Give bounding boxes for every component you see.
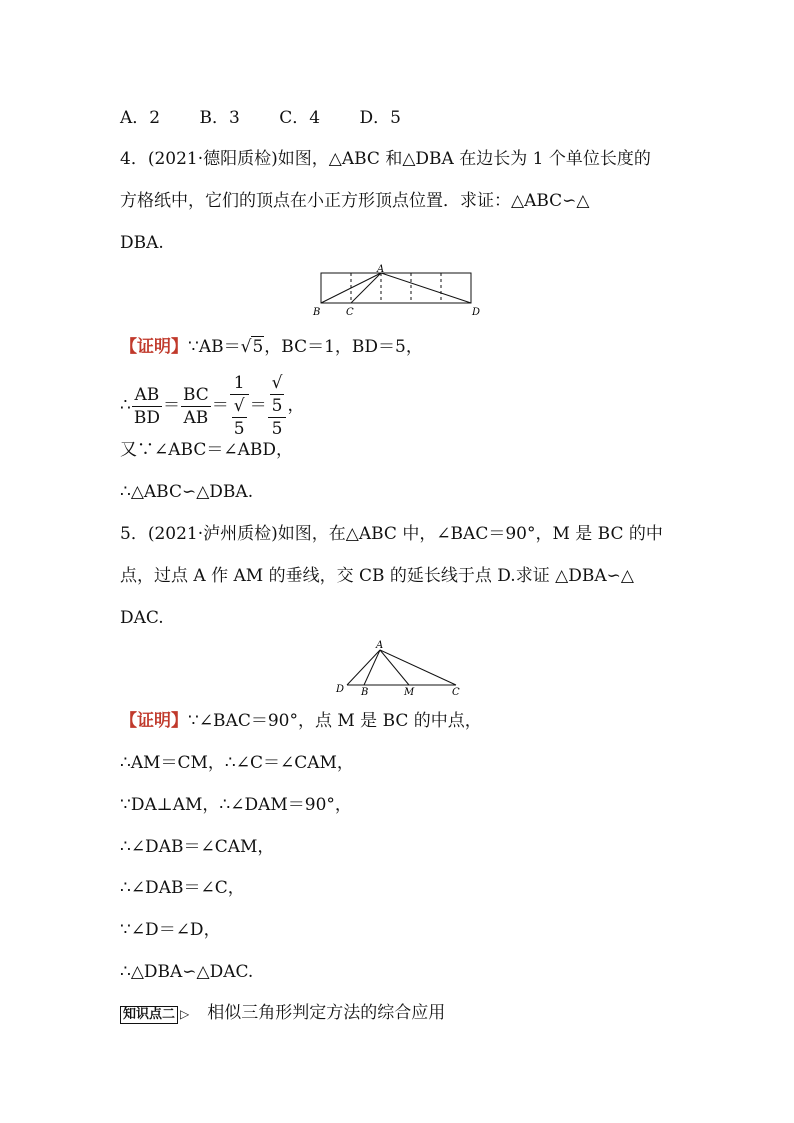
fraction <box>132 384 162 429</box>
denominator: BD <box>133 407 160 428</box>
sqrt-radicand: 5 <box>233 419 245 439</box>
numerator: √ 5 <box>268 372 287 418</box>
label-d: D <box>336 684 345 695</box>
sqrt-expr: √5 <box>240 337 264 357</box>
segment-ab <box>364 650 380 685</box>
q4-proof-line1 <box>120 335 423 359</box>
numerator: AB <box>132 384 162 407</box>
q5-proof-line1 <box>120 709 482 733</box>
q5-text-line3: DAC. <box>120 608 164 628</box>
q5-proof-line5: ∴∠DAB＝∠C， <box>120 878 245 898</box>
proof-tag: 【证明】 <box>120 711 188 731</box>
equals: ＝ <box>162 395 180 416</box>
q4-proof-line4: ∴△ABC∽△DBA. <box>120 482 254 502</box>
label-b: B <box>361 687 369 698</box>
label-a: A <box>377 264 385 275</box>
option-a: A．2 <box>120 108 161 128</box>
segment-ad <box>347 650 380 685</box>
sqrt-radicand: 5 <box>271 396 283 416</box>
option-d: D．5 <box>359 108 401 128</box>
q5-proof-line3: ∵DA⊥AM，∴∠DAM＝90°， <box>120 795 352 815</box>
denominator: √ 5 <box>233 396 245 439</box>
label-m: M <box>404 687 415 698</box>
option-c: C．4 <box>279 108 321 128</box>
denominator: AB <box>183 407 209 428</box>
numerator: BC <box>182 384 209 405</box>
segment-am <box>380 650 409 685</box>
section-heading <box>120 1001 445 1026</box>
segment-ac <box>380 650 456 685</box>
q4-text-line2: 方格纸中，它们的顶点在小正方形顶点位置．求证：△ABC∽△ <box>120 191 590 211</box>
q5-text-line1: 5．(2021·泸州质检)如图，在△ABC 中，∠BAC＝90°，M 是 BC 的中 <box>120 524 663 544</box>
proof-text: ∵AB＝ <box>188 337 241 357</box>
fraction <box>268 372 287 440</box>
q5-proof-line4: ∴∠DAB＝∠CAM， <box>120 837 275 857</box>
numerator: 1 <box>230 372 249 395</box>
label-c: C <box>346 307 354 318</box>
q5-text-line2: 点，过点 A 作 AM 的垂线，交 CB 的延长线于点 D.求证 △DBA∽△ <box>120 566 634 586</box>
label-b: B <box>313 307 321 318</box>
q3-options <box>120 106 435 130</box>
option-b: B．3 <box>199 108 240 128</box>
arrow-icon: ▷ <box>180 1007 190 1021</box>
equals: ＝ <box>249 395 267 416</box>
q4-proof-line2 <box>120 372 305 439</box>
label-d: D <box>472 307 481 318</box>
label-c: C <box>452 687 460 698</box>
q4-text-line3: DBA. <box>120 233 164 253</box>
q5-proof-line6: ∵∠D＝∠D， <box>120 920 221 940</box>
q5-proof-line7: ∴△DBA∽△DAC. <box>120 962 254 982</box>
label-a: A <box>376 640 384 651</box>
equals: ＝ <box>211 395 229 416</box>
q5-proof-line2: ∴AM＝CM，∴∠C＝∠CAM， <box>120 753 354 773</box>
denominator: 5 <box>271 419 283 439</box>
proof-tag: 【证明】 <box>120 337 188 357</box>
segment-ad <box>381 273 471 303</box>
fraction <box>230 372 249 440</box>
section-title: 相似三角形判定方法的综合应用 <box>207 1003 446 1023</box>
proof-text: ，BC＝1，BD＝5， <box>264 337 423 357</box>
q4-figure <box>310 266 490 318</box>
comma: ， <box>287 395 305 416</box>
q4-proof-line3: 又∵∠ABC＝∠ABD， <box>120 440 293 460</box>
therefore-symbol: ∴ <box>120 395 131 416</box>
knowledge-point-tag: 知识点二 <box>120 1006 178 1024</box>
q5-figure <box>334 638 464 698</box>
proof-text: ∵∠BAC＝90°，点 M 是 BC 的中点， <box>188 711 482 731</box>
segment-ac <box>351 273 381 303</box>
fraction <box>181 384 211 429</box>
sqrt-radicand: 5 <box>252 337 264 357</box>
q4-text-line1: 4．(2021·德阳质检)如图，△ABC 和△DBA 在边长为 1 个单位长度的 <box>120 149 651 169</box>
